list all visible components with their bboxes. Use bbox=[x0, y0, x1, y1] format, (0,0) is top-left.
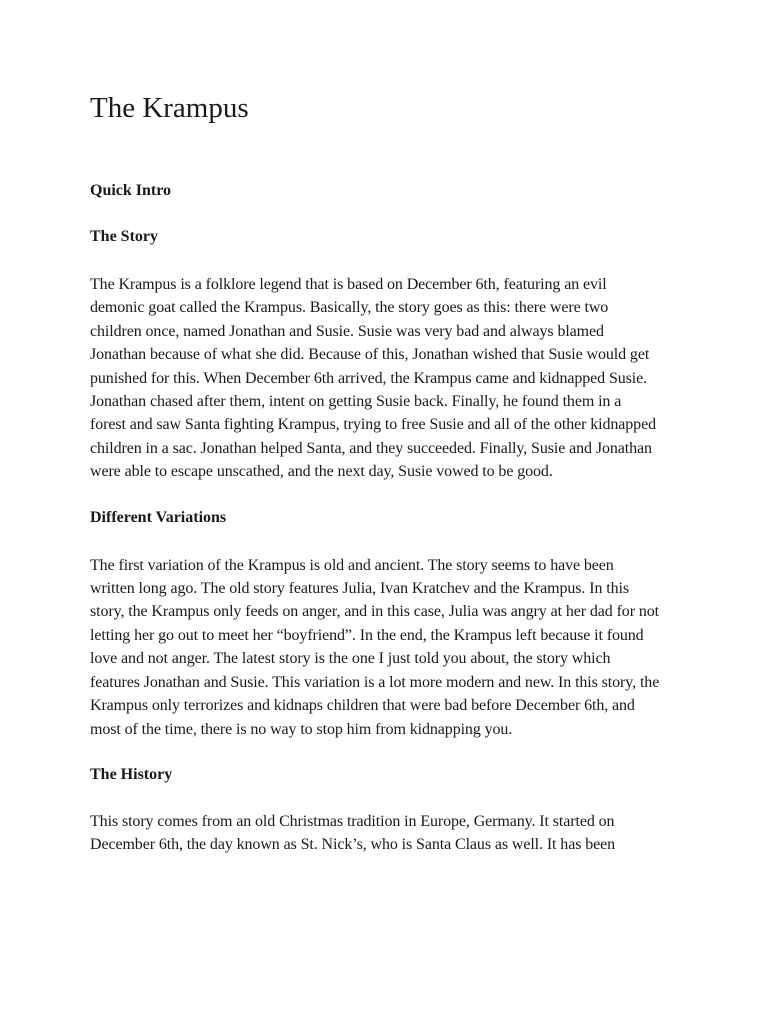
section-heading-the-story: The Story bbox=[90, 228, 158, 245]
section-heading-quick-intro: Quick Intro bbox=[90, 182, 172, 199]
variations-paragraph: The first variation of the Krampus is old and ancient. The story seems to have been written long ago. The old story features Julia, Ivan Kratchev and the Krampus. In this story, the Krampus only feeds on anger, and in this case, Julia was angry at her dad for not letting her go out to meet her “boyfriend”. In the end, the Krampus left because it found love and not anger. The latest story is the one I just told you about, the story which features Jonathan and Susie. This variation is a lot more modern and new. In this story, the Krampus only terrorizes and kidnaps children that were bad before December 6th, and most of the time, there is no way to stop him from kidnapping you. bbox=[90, 556, 660, 738]
section-heading-different-variations: Different Variations bbox=[90, 508, 227, 526]
document-title: The Krampus bbox=[90, 92, 249, 124]
section-heading-the-history: The History bbox=[90, 765, 173, 783]
history-paragraph: This story comes from an old Christmas tradition in Europe, Germany. It started on December 6th, the day known as St. Nick’s, who is Santa Claus as well. It has been bbox=[90, 812, 616, 854]
document-page bbox=[90, 88, 660, 880]
story-paragraph: The Krampus is a folklore legend that is based on December 6th, featuring an evil demonic goat called the Krampus. Basically, the story goes as this: there were two children once, named Jonathan and Susie. Susie was very bad and always blamed Jonathan because of what she did. Because of this, Jonathan wished that Susie would get punished for this. When December 6th arrived, the Krampus came and kidnapped Susie. Jonathan chased after them, intent on getting Susie back. Finally, he found them in a forest and saw Santa fighting Krampus, trying to free Susie and all of the other kidnapped children in a sac. Jonathan helped Santa, and they succeeded. Finally, Susie and Jonathan were able to escape unscathed, and the next day, Susie vowed to be good. bbox=[90, 276, 656, 481]
